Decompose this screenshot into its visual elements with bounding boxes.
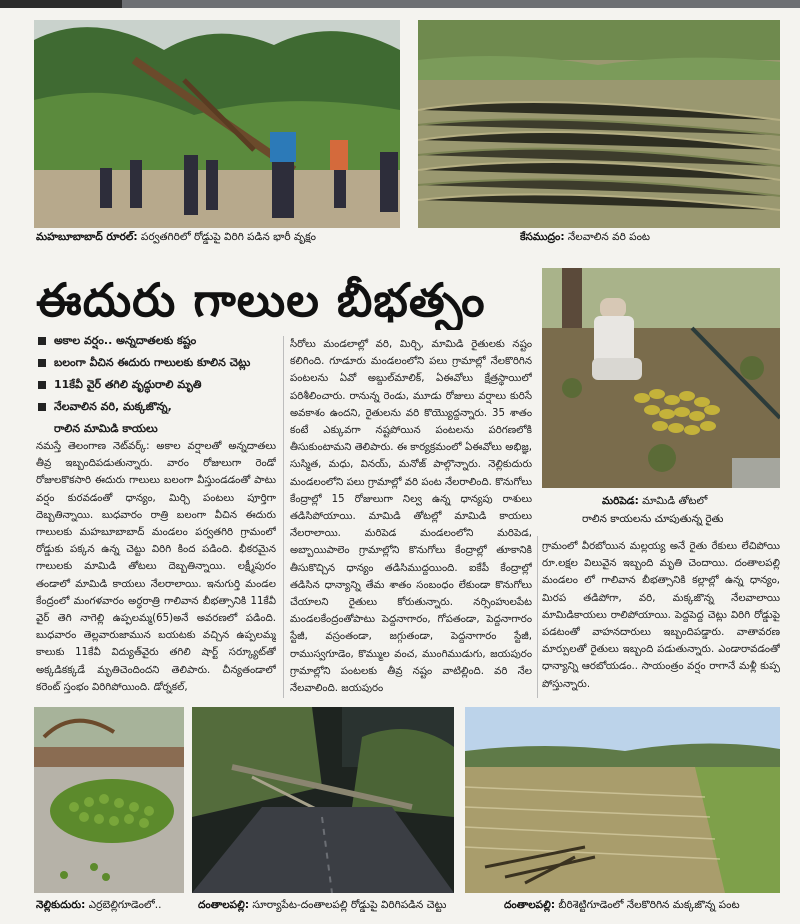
caption-text: నేలవాలిన వరి పంట [567, 231, 651, 243]
photo-fallen-paddy [418, 20, 780, 228]
column-divider [537, 536, 538, 698]
caption-text: పర్వతగిరిలో రోడ్డుపై విరిగి పడిన భారీ వృక్షం [140, 231, 316, 243]
caption-place: మహబూబాబాద్ రూరల్: [36, 231, 138, 243]
caption-place: నెల్లికుదురు: [36, 899, 86, 911]
top-bar-accent [0, 0, 122, 8]
highlight-item-continued: రాలిన మామిడి కాయలు [54, 422, 158, 435]
article-text: నమస్తే తెలంగాణ నెట్‌వర్క్: అకాల వర్షాలతో అన్నదాతలు తీవ్ర ఇబ్బందిపడుతున్నారు. వారం రోజులుగా రెండో రోజులకొకసారి ఈదురు గాలులు బలంగా వీస్తుండడంతో పాటు వర్షం కురవడంతో ధాన్యం, మిర్చి పంటలు పూర్తిగా దెబ్బతిన్నాయి. బుధవారం రాత్రి బలంగా వీచిన ఈదురు గాలులకు మహబూబాబాద్ మండలం పర్వతగిరి గ్రామంలో రోడ్డుకు పక్కన ఉన్న చెట్టు విరిగి కింద పడింది. భీకరమైన గాలులకు మామిడి తోటలు దెబ్బతిన్నాయి. లక్ష్మీపురం తండాలో మామిడి కాయలు నేలరాలాయి. ఇనుగుర్తి మండల కేంద్రంలో మంగళవారం అర్ధరాత్రి గాలివాన బీభత్సానికి 11కేవీ వైర్ తెగి నాగెల్లి ఉప్పలమ్మ(65)అనే అవరణలో పడింది. బుధవారం తెల్లవారుజామున బయటకు వచ్చిన ఉప్పలమ్మ కాలుకు 11కేవీ విద్యుత్‌వైరు తగిలి షార్ట్ సర్క్యూట్‌తో అక్కడికక్కడే మృతిచెందిందని తెలిపారు. చీన్యతండాలో కరెంట్ స్తంభం విరిగిపోయింది. డోర్నకల్, [36, 441, 276, 693]
caption-bottom-1 [36, 898, 196, 912]
photo-fallen-tree-road [34, 20, 400, 228]
caption-bottom-3 [504, 898, 784, 912]
caption-top-left [36, 230, 406, 244]
top-bar [0, 0, 800, 8]
caption-place: దంతాలపల్లి: [198, 899, 250, 911]
caption-place: దంతాలపల్లి: [504, 899, 556, 911]
caption-top-right [520, 230, 780, 244]
photo-maize-field [465, 707, 780, 893]
photo-tree-on-road [192, 707, 454, 893]
article-text: గ్రామంలో వీరబోయిన మల్లయ్య అనే రైతు రేకులు లేచిపోయి రూ.లక్షల విలువైన ఇబ్బంది మృతి చెందాయి. దంతాలపల్లి మండలం లో గాలివాన బీభత్సానికి కల్లాల్లో ఉన్న ధాన్యం, మిరప తడిపోగా, వరి, మక్కజొన్న నేలవాలాయి మామిడికాయలు రాలిపోయాయి. పెద్దపెద్ద చెట్లు విరిగి రోడ్డుపై పడటంతో వాహనదారులు ఇబ్బందిపడ్డారు. వాతావరణ మార్పులతో రైతులు ఇబ్బంది పడుతున్నారు. ఎండారావడంతో ధాన్యాన్ని ఆరబోయడం.. సాయంత్రం వర్షం రాగానే మళ్లీ కుప్ప పోస్తున్నారు. [542, 541, 780, 690]
caption-place: కేసముద్రం: [520, 231, 565, 243]
article-column-3 [542, 538, 780, 698]
highlight-item: అకాల వర్షం.. అన్నదాతలకు కష్టం [36, 332, 276, 350]
highlight-item: 11కేవీ వైర్ తగిలి వృద్ధురాలి మృతి [36, 376, 276, 394]
photo-farmer-mangoes [542, 268, 780, 488]
article-column-1 [36, 438, 276, 700]
caption-text: సూర్యాపేట-దంతాలపల్లి రోడ్డుపై విరిగిపడిన చెట్టు [252, 899, 447, 911]
caption-place: మరిపెడ: [602, 495, 639, 507]
article-column-2 [290, 336, 532, 700]
caption-mid-right-1 [602, 494, 782, 508]
column-divider [283, 336, 284, 698]
highlight-item: బలంగా వీచిన ఈదురు గాలులకు కూలిన చెట్లు [36, 354, 276, 372]
highlights-list [36, 332, 276, 442]
caption-bottom-2 [198, 898, 478, 912]
caption-text: బీరిశెట్టిగూడెంలో నేలకొరిగిన మక్కజొన్న పంట [558, 899, 740, 911]
photo-mango-heap [34, 707, 184, 893]
caption-text: ఎర్రబెల్లిగూడెంలో.. [88, 899, 162, 911]
headline: ఈదురు గాలుల బీభత్సం [36, 273, 486, 327]
caption-text: మామిడి తోటలో [642, 495, 708, 507]
caption-text: రాలిన కాయలను చూపుతున్న రైతు [582, 513, 724, 525]
caption-mid-right-2 [582, 512, 782, 526]
highlight-item: నేలవాలిన వరి, మక్కజొన్న, [36, 398, 276, 416]
article-text: సీరోలు మండలాల్లో వరి, మిర్చి, మామిడి రైతులకు నష్టం కలిగింది. గూడూరు మండలంలోని పలు గ్రామాల్లో నేలకొరిగిన పంటలను ఏవో అబ్దుల్‌మాలిక్, ఏఈవోలు క్షేత్రస్థాయిలో పరిశీలించారు. రానున్న రెండు, మూడు రోజులు వర్షాలు కురిసే అవకాశం ఉందని, రైతులను వరి కొయ్యొద్దన్నారు. 35 శాతం కంటే ఎక్కువగా నష్టపోయిన పంటలను పరిగణలోకి తీసుకుంటామని తెలిపారు. ఈ కార్యక్రమంలో ఏఈవోలు అభిజ్ఞ, సుస్మిత, మధు, వినయ్, మనోజ్ పాల్గొన్నారు. నెల్లికుదురు మండలంలోని పలు గ్రామాల్లో వరి పంట నేలరాలింది. కొనుగోలు కేంద్రాల్లో 15 రోజులుగా నిల్వ ఉన్న ధాన్యపు రాశులు తడిసిపోయాయి. మామిడి తోటల్లో మామిడి కాయలు నేలరాలాయి. మరిపెడ మండలంలోని మరిపెడ, అబ్బాయిపాలెం గ్రామాల్లోని కొనుగోలు కేంద్రాల్లో తూకానికి తీసుకొచ్చిన ధాన్యం తడిసిముద్దయింది. ఐకేపీ కేంద్రాల్లో తడిసిన ధాన్యాన్ని తేమ శాతం సంబంధం లేకుండా కొనుగోలు చేయాలని రైతులు కోరుతున్నారు. నర్సింహులపేట మండలకేంద్రంతోపాటు పెద్దనాగారం, గోపతండా, పెద్దనాగారం స్టేజీ, వస్రంతండా, జగ్గుతండా, పెద్దనాగారం స్టేజీ, రాముస్వగూడెం, కొమ్ముల వంచ, ముంగిముడుగు, జయపురం గ్రామాల్లోని పంటలకు తీవ్ర నష్టం వాటిల్లింది. వరి నేల నేలవాలింది. జయపురం [290, 339, 532, 695]
